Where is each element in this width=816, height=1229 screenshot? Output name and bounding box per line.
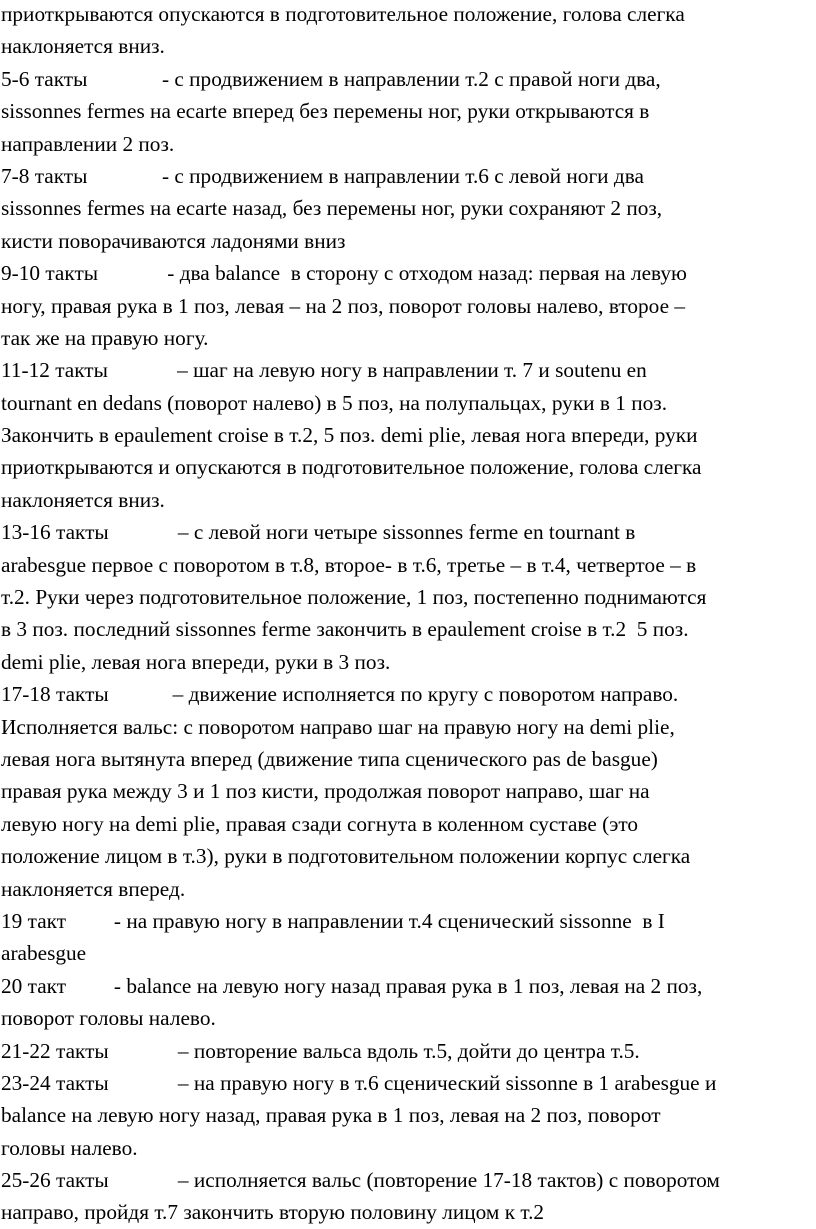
text-line: 5-6 такты - с продвижением в направлении т.2 с правой ноги два, xyxy=(1,66,661,91)
text-line: 19 такт - на правую ногу в направлении т.4 сценический sissonne в I xyxy=(1,908,665,933)
text-line: ногу, правая рука в 1 поз, левая – на 2 поз, поворот головы налево, второе – xyxy=(1,293,686,318)
text-line: 7-8 такты - с продвижением в направлении т.6 с левой ноги два xyxy=(1,163,644,188)
text-line: 17-18 такты – движение исполняется по кругу с поворотом направо. xyxy=(1,682,679,707)
text-line: наклоняется вниз. xyxy=(1,34,165,59)
text-line: направо, пройдя т.7 закончить вторую половину лицом к т.2 xyxy=(1,1200,545,1225)
text-line: arabesgue xyxy=(1,941,87,966)
text-line: 20 такт - balance на левую ногу назад правая рука в 1 поз, левая на 2 поз, xyxy=(1,973,703,998)
text-line: т.2. Руки через подготовительное положение, 1 поз, постепенно поднимаются xyxy=(1,585,707,610)
text-line: так же на правую ногу. xyxy=(1,325,209,350)
text-line: головы налево. xyxy=(1,1135,138,1160)
text-line: 25-26 такты – исполняется вальс (повторение 17-18 тактов) с поворотом xyxy=(1,1168,720,1193)
text-line: наклоняется вперед. xyxy=(1,876,186,901)
text-line: Закончить в epaulement croise в т.2, 5 поз. demi plie, левая нога впереди, руки xyxy=(1,423,698,448)
text-line: левая нога вытянута вперед (движение типа сценического pas de basgue) xyxy=(1,746,658,771)
text-line: sissonnes fermes на ecarte назад, без перемены ног, руки сохраняют 2 поз, xyxy=(1,196,663,221)
text-line: кисти поворачиваются ладонями вниз xyxy=(1,228,346,253)
text-line: левую ногу на demi plie, правая сзади согнута в коленном суставе (это xyxy=(1,811,639,836)
text-line: приоткрываются и опускаются в подготовительное положение, голова слегка xyxy=(1,455,702,480)
text-line: приоткрываются опускаются в подготовительное положение, голова слегка xyxy=(1,2,685,26)
text-line: 9-10 такты - два balance в сторону с отходом назад: первая на левую xyxy=(1,261,687,286)
text-line: arabesgue первое с поворотом в т.8, второе- в т.6, третье – в т.4, четвертое – в xyxy=(1,552,697,577)
text-line: наклоняется вниз. xyxy=(1,487,165,512)
text-line: 13-16 такты – с левой ноги четыре sissonnes ferme en tournant в xyxy=(1,520,636,545)
text-line: 23-24 такты – на правую ногу в т.6 сценический sissonne в 1 arabesgue и xyxy=(1,1070,717,1095)
text-line: sissonnes fermes на ecarte вперед без перемены ног, руки открываются в xyxy=(1,99,650,124)
text-line: поворот головы налево. xyxy=(1,1006,216,1031)
text-line: Исполняется вальс: с поворотом направо шаг на правую ногу на demi plie, xyxy=(1,714,675,739)
text-line: balance на левую ногу назад, правая рука в 1 поз, левая на 2 поз, поворот xyxy=(1,1103,661,1128)
text-line: положение лицом в т.3), руки в подготовительном положении корпус слегка xyxy=(1,844,691,869)
text-line: tournant en dedans (поворот налево) в 5 поз, на полупальцах, руки в 1 поз. xyxy=(1,390,668,415)
text-line: в 3 поз. последний sissonnes ferme закончить в epaulement croise в т.2 5 поз. xyxy=(1,617,689,642)
text-line: направлении 2 поз. xyxy=(1,131,175,156)
text-line: 21-22 такты – повторение вальса вдоль т.5, дойти до центра т.5. xyxy=(1,1038,640,1063)
text-line: 11-12 такты – шаг на левую ногу в направлении т. 7 и soutenu en xyxy=(1,358,647,383)
text-line: правая рука между 3 и 1 поз кисти, продолжая поворот направо, шаг на xyxy=(1,779,650,804)
text-line: demi plie, левая нога впереди, руки в 3 поз. xyxy=(1,649,391,674)
